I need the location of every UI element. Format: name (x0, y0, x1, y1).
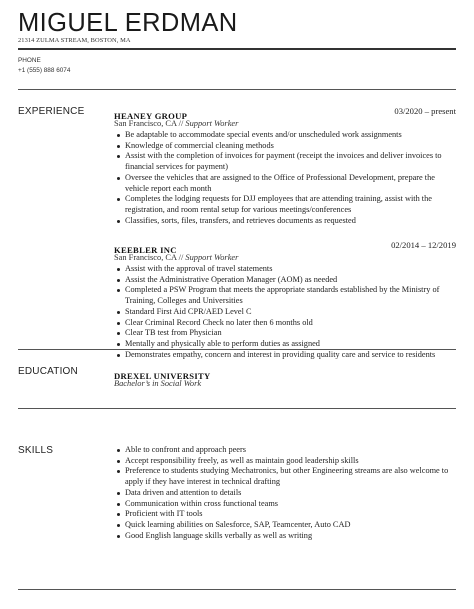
list-item: Assist with the approval of travel statements (125, 264, 456, 275)
skills-list (114, 445, 456, 541)
job-title: Support Worker (185, 119, 239, 128)
list-item: Communication within cross functional teams (125, 499, 456, 510)
list-item: Oversee the vehicles that are assigned to the Office of Professional Development, prepare the vehicle report each month (125, 173, 456, 194)
list-item: Clear Criminal Record Check no later then 6 months old (125, 318, 456, 329)
list-item: Demonstrates empathy, concern and interest in providing quality care and service to residents (125, 350, 456, 361)
job-location: San Francisco, CA (114, 253, 177, 262)
section-divider (18, 589, 456, 590)
location-separator: // (176, 253, 186, 262)
list-item: Completes the lodging requests for DJJ employees that are attending training, assist with the registration, and room rental setup for various meetings/conferences (125, 194, 456, 215)
job-bullets (114, 264, 456, 360)
job-entry (114, 106, 456, 226)
list-item: Able to confront and approach peers (125, 445, 456, 456)
list-item: Mentally and physically able to perform duties as assigned (125, 339, 456, 350)
company-name: HEANEY GROUP (114, 111, 188, 121)
phone-label: PHONE (18, 57, 41, 64)
job-bullets (114, 130, 456, 226)
section-divider (18, 89, 456, 90)
list-item: Proficient with IT tools (125, 509, 456, 520)
section-divider (18, 349, 456, 350)
list-item: Good English language skills verbally as well as writing (125, 531, 456, 542)
list-item: Be adaptable to accommodate special events and/or unscheduled work assignments (125, 130, 456, 141)
list-item: Preference to students studying Mechatronics, but other Engineering streams are also welcome to apply if they have interest in technical drafting (125, 466, 456, 487)
job-dates: 03/2020 – present (394, 106, 456, 116)
job-entry (114, 240, 456, 360)
school-name: DREXEL UNIVERSITY (114, 371, 211, 381)
candidate-name: MIGUEL ERDMAN (18, 9, 238, 37)
location-separator: // (176, 119, 186, 128)
list-item: Knowledge of commercial cleaning methods (125, 141, 456, 152)
education-entry (114, 366, 456, 389)
list-item: Assist the Administrative Operation Manager (AOM) as needed (125, 275, 456, 286)
skills-list-container (114, 444, 456, 541)
job-title: Support Worker (185, 253, 239, 262)
list-item: Accept responsibility freely, as well as maintain good leadership skills (125, 456, 456, 467)
list-item: Assist with the completion of invoices for payment (receipt the invoices and deliver invoices to financial services for payment) (125, 151, 456, 172)
job-dates: 02/2014 – 12/2019 (391, 240, 456, 250)
job-location: San Francisco, CA (114, 119, 177, 128)
list-item: Data driven and attention to details (125, 488, 456, 499)
section-divider (18, 408, 456, 409)
phone-number: +1 (555) 888 6074 (18, 67, 71, 74)
list-item: Clear TB test from Physician (125, 328, 456, 339)
education-heading: EDUCATION (18, 366, 78, 377)
address: 21314 ZULMA STREAM, BOSTON, MA (18, 37, 131, 44)
degree: Bachelor’s in Social Work (114, 379, 202, 388)
experience-heading: EXPERIENCE (18, 106, 85, 117)
list-item: Completed a PSW Program that meets the appropriate standards established by the Ministry of Training, Colleges and Universities (125, 285, 456, 306)
list-item: Quick learning abilities on Salesforce, SAP, Teamcenter, Auto CAD (125, 520, 456, 531)
header-divider (18, 48, 456, 50)
company-name: KEEBLER INC (114, 245, 177, 255)
list-item: Standard First Aid CPR/AED Level C (125, 307, 456, 318)
skills-heading: SKILLS (18, 445, 54, 456)
list-item: Classifies, sorts, files, transfers, and retrieves documents as requested (125, 216, 456, 227)
